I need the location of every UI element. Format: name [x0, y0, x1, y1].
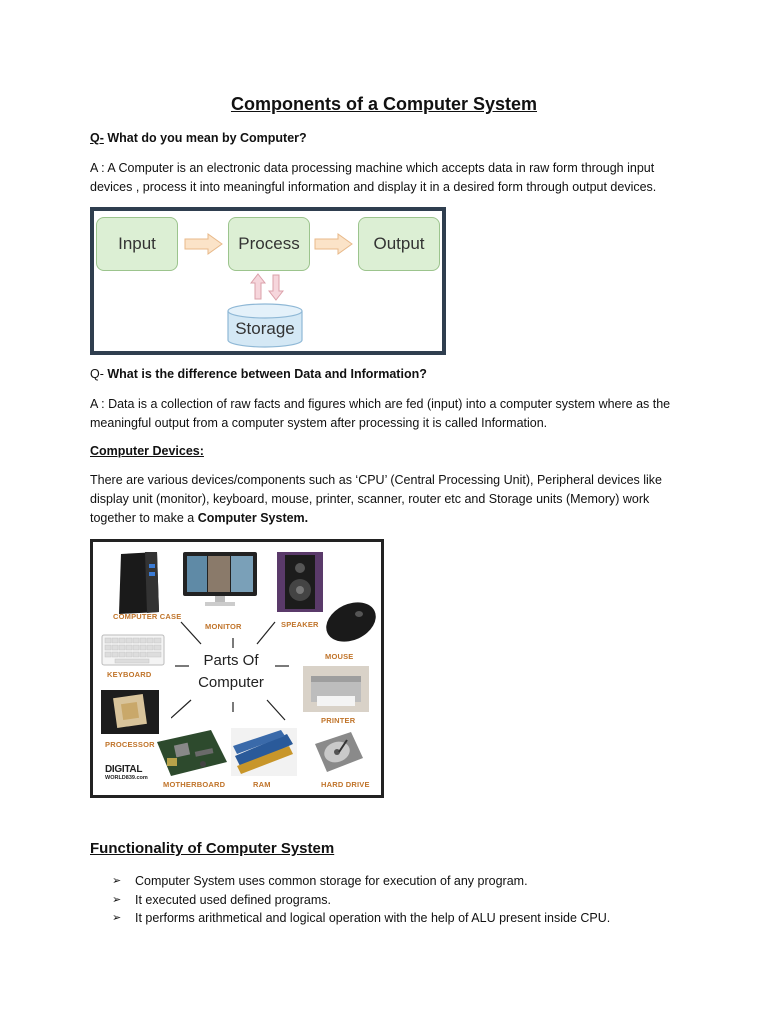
label-motherboard: MOTHERBOARD: [163, 780, 226, 789]
list-item: [110, 891, 610, 910]
functionality-heading: Functionality of Computer System: [90, 840, 335, 857]
question-2: [90, 367, 427, 381]
arrow-right-icon: [314, 233, 354, 255]
list-item: [110, 909, 610, 928]
computer-case-icon: [115, 550, 163, 616]
brand-line-2: WORLD839.com: [105, 775, 148, 781]
printer-icon: [303, 666, 369, 712]
parts-of-computer-diagram: [90, 539, 384, 798]
list-item-text: It executed used defined programs.: [135, 892, 331, 907]
question-1: [90, 131, 307, 145]
ram-icon: [231, 728, 297, 776]
input-box: Input: [96, 217, 178, 271]
process-box: Process: [228, 217, 310, 271]
hard-drive-icon: [311, 730, 365, 774]
label-monitor: MONITOR: [205, 622, 242, 631]
answer-2: A : Data is a collection of raw facts and figures which are fed (input) into a computer system where as the meaningful output from a computer system after processing it is called Information.: [90, 397, 671, 430]
answer-1: A : A Computer is an electronic data processing machine which accepts data in raw form through input devices , process it into meaningful information and display it in a desired form through output devices.: [90, 161, 657, 194]
arrow-bullet-icon: ➢: [112, 893, 122, 906]
functionality-list: [110, 872, 610, 928]
label-ram: RAM: [253, 780, 271, 789]
brand-line-1: DIGITAL: [105, 764, 143, 775]
label-hard-drive: HARD DRIVE: [321, 780, 370, 789]
ipo-diagram: [90, 207, 446, 355]
list-item-text: Computer System uses common storage for execution of any program.: [135, 874, 528, 888]
arrow-right-icon: [184, 233, 224, 255]
list-item-text: It performs arithmetical and logical operation with the help of ALU present inside CPU.: [135, 911, 611, 925]
label-mouse: MOUSE: [325, 652, 354, 661]
question-prefix: Q-: [90, 131, 104, 145]
speaker-icon: [277, 552, 323, 612]
motherboard-icon: [153, 728, 229, 778]
monitor-icon: [181, 550, 259, 610]
list-item: [110, 872, 610, 891]
label-computer-case: COMPUTER CASE: [113, 612, 182, 621]
label-keyboard: KEYBOARD: [107, 670, 152, 679]
parts-of-computer-label: [181, 650, 281, 694]
processor-icon: [101, 690, 159, 734]
arrow-bullet-icon: ➢: [112, 875, 122, 887]
up-down-arrows-icon: [250, 273, 284, 301]
devices-text: There are various devices/components such as ‘CPU’ (Central Processing Unit), Peripheral devices like display unit (monitor), keyboard, mouse, printer, scanner, router etc and Storage units (Memory) work together to make a: [90, 473, 663, 525]
devices-paragraph: [90, 471, 690, 528]
question-prefix: Q-: [90, 367, 104, 381]
question-text: What do you mean by Computer?: [103, 131, 307, 145]
label-speaker: SPEAKER: [281, 620, 319, 629]
label-processor: PROCESSOR: [105, 740, 155, 749]
label-printer: PRINTER: [321, 716, 356, 725]
arrow-bullet-icon: ➢: [112, 912, 122, 924]
keyboard-icon: [101, 634, 165, 666]
center-line-1: Parts Of: [203, 652, 259, 669]
brand-logo: [105, 766, 148, 782]
mouse-icon: [321, 600, 381, 644]
output-box: Output: [358, 217, 440, 271]
page-title: Components of a Computer System: [230, 94, 538, 114]
center-line-2: Computer: [198, 674, 264, 691]
question-text: What is the difference between Data and Information?: [103, 367, 427, 381]
devices-bold: Computer System.: [197, 511, 309, 525]
devices-heading: Computer Devices:: [90, 444, 204, 458]
storage-label: Storage: [235, 319, 295, 338]
